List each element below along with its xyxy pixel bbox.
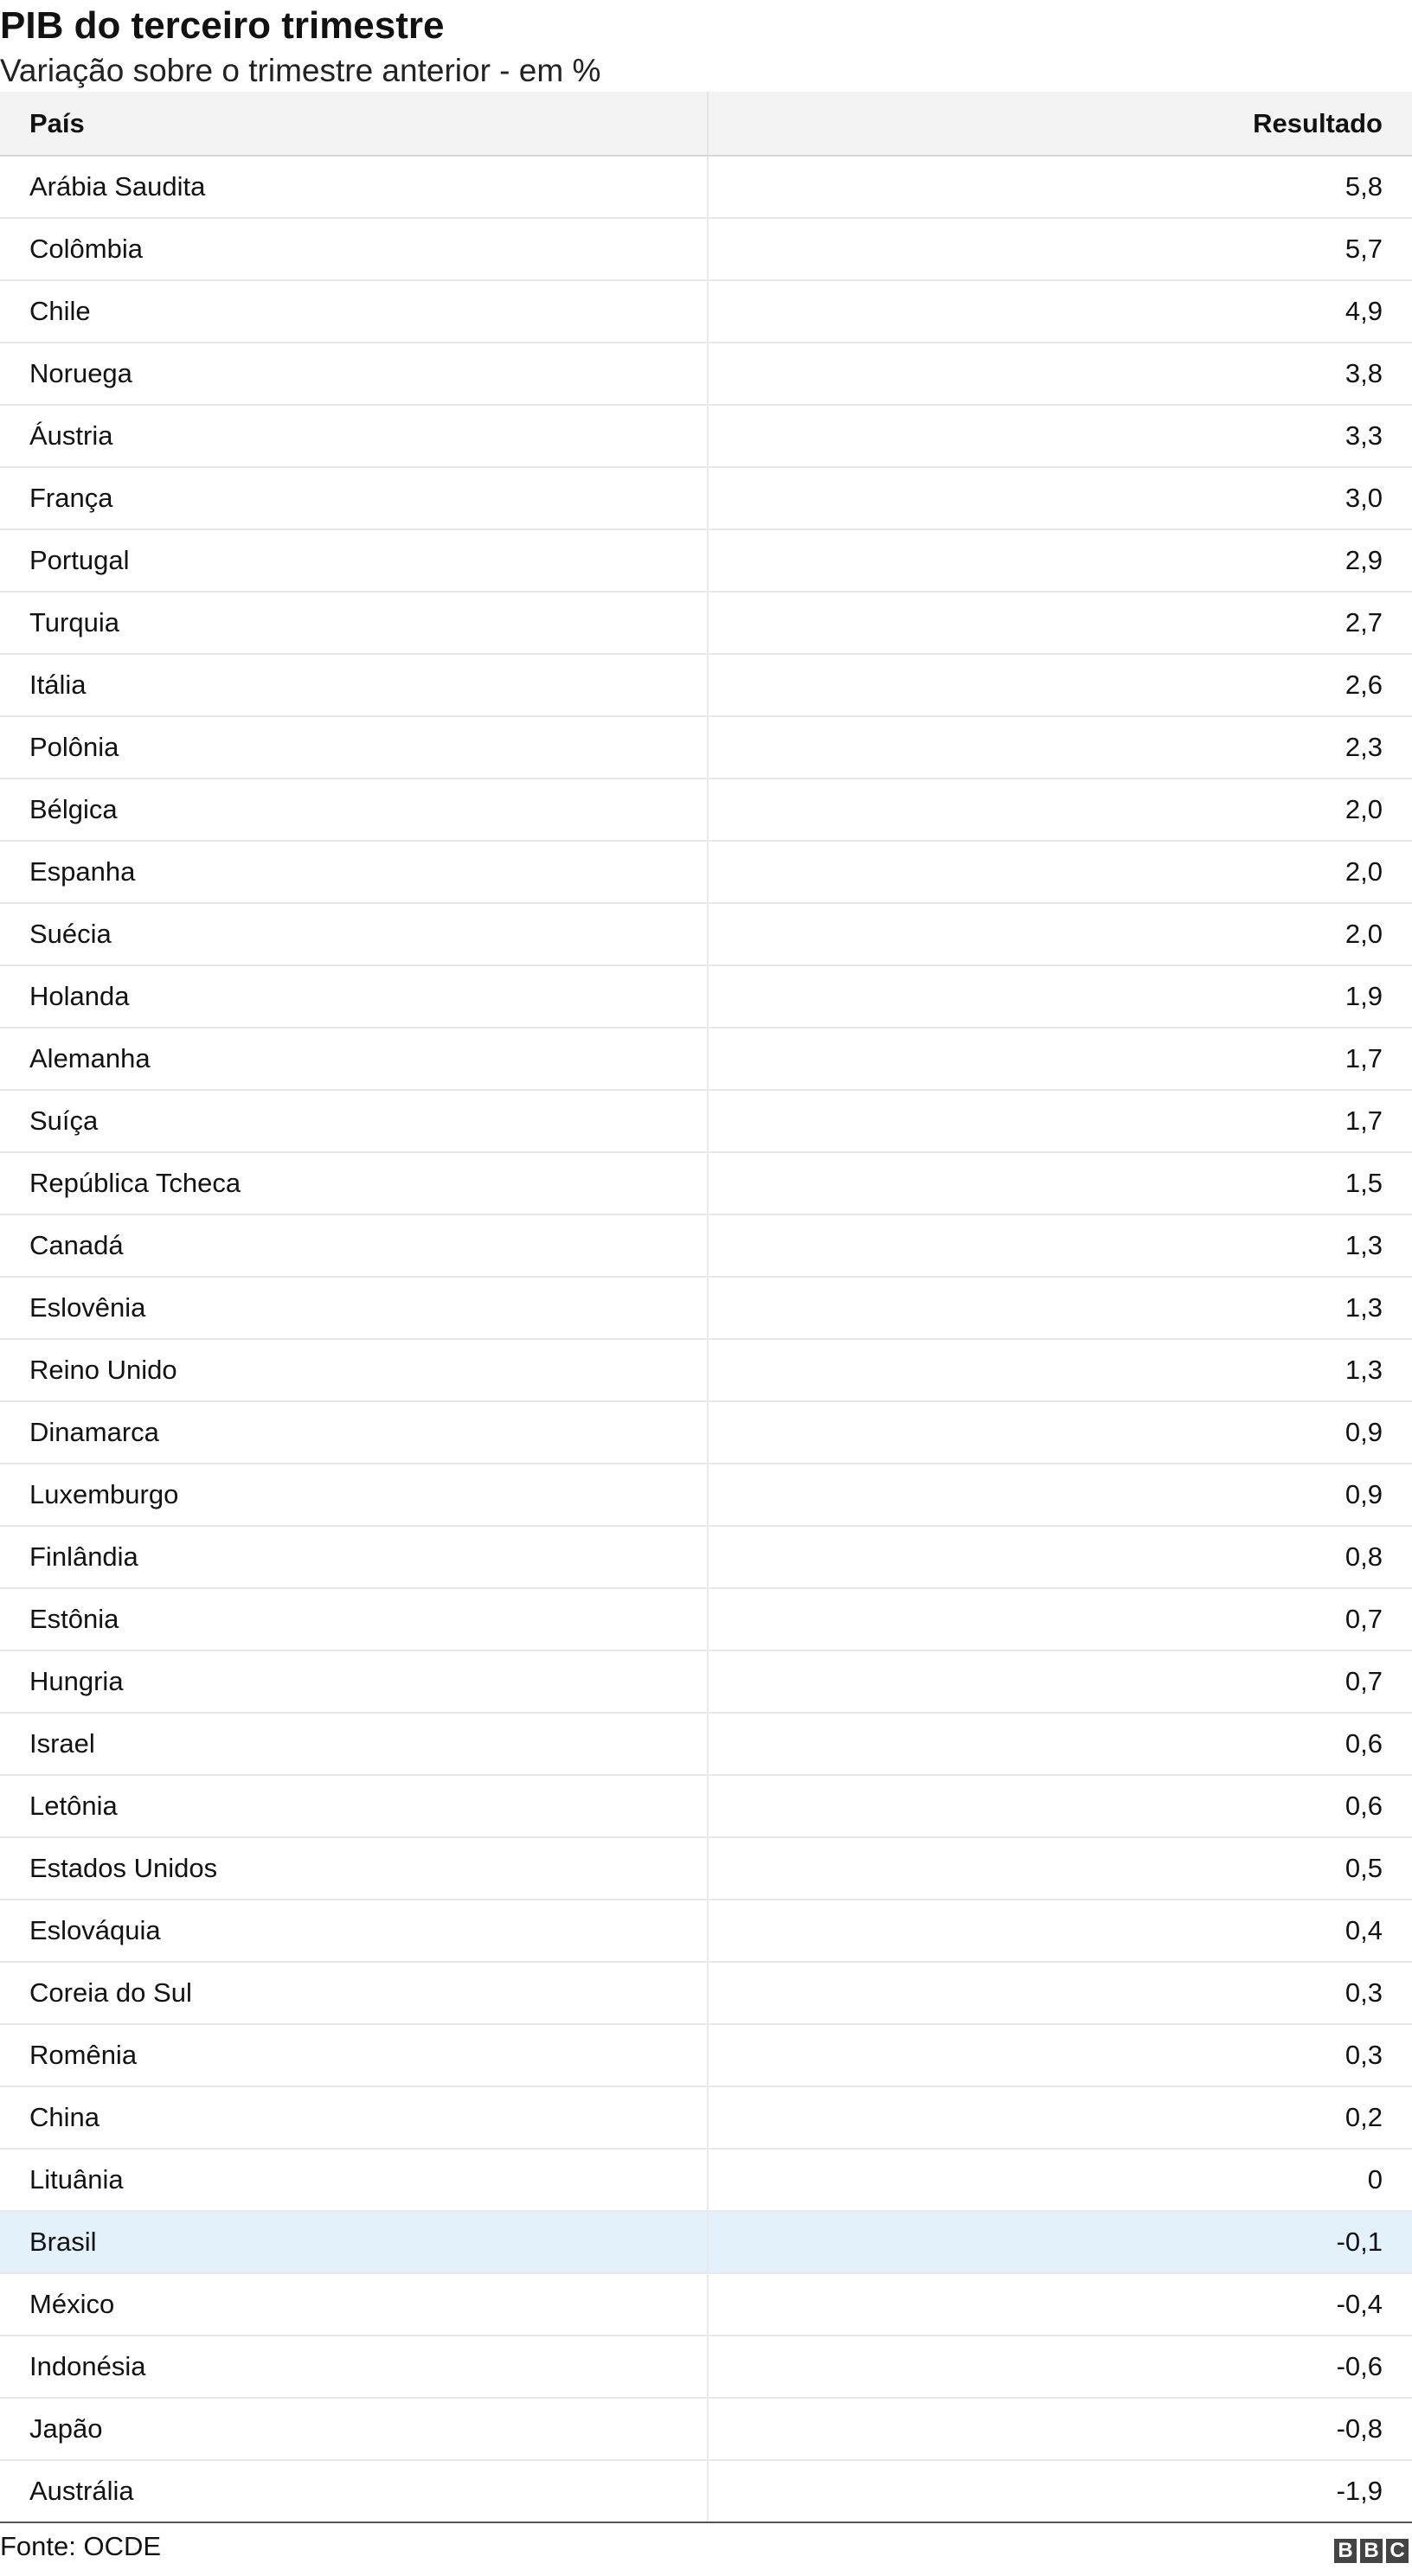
country-cell: Hungria [0,1650,708,1713]
table-row [0,1028,1412,1090]
result-cell: 0,2 [708,2086,1412,2149]
table-row [0,2460,1412,2522]
table-row [0,1090,1412,1152]
result-cell: 0,9 [708,1401,1412,1464]
result-cell: 0,6 [708,1775,1412,1837]
country-cell: Reino Unido [0,1339,708,1401]
chart-title: PIB do terceiro trimestre [0,4,445,47]
country-cell: Letônia [0,1775,708,1837]
result-cell: 0,5 [708,1837,1412,1900]
country-cell: Austrália [0,2460,708,2522]
table-row [0,529,1412,592]
logo-letter-c: C [1386,2539,1409,2563]
country-cell: Espanha [0,841,708,903]
result-cell: 1,5 [708,1152,1412,1214]
table-row [0,2398,1412,2460]
result-cell: 1,3 [708,1277,1412,1339]
table-row [0,1650,1412,1713]
result-cell: -0,1 [708,2211,1412,2273]
table-row [0,2086,1412,2149]
result-cell: 4,9 [708,280,1412,343]
country-cell: Brasil [0,2211,708,2273]
result-cell: 0,9 [708,1464,1412,1526]
table-row [0,1775,1412,1837]
table-row [0,343,1412,405]
country-cell: Itália [0,654,708,716]
country-cell: Lituânia [0,2149,708,2211]
result-cell: 0 [708,2149,1412,2211]
table-row [0,716,1412,779]
country-cell: Suíça [0,1090,708,1152]
bbc-logo [1334,2539,1409,2563]
gdp-table [0,92,1412,2523]
country-cell: Romênia [0,2024,708,2086]
table-row [0,1464,1412,1526]
table-row [0,779,1412,841]
country-cell: Bélgica [0,779,708,841]
source-note: Fonte: OCDE [0,2531,162,2561]
result-cell: 2,0 [708,779,1412,841]
country-cell: Israel [0,1713,708,1775]
table-row [0,1152,1412,1214]
table-row [0,1837,1412,1900]
country-cell: Canadá [0,1214,708,1277]
country-cell: Luxemburgo [0,1464,708,1526]
country-cell: Finlândia [0,1526,708,1588]
table-row [0,1526,1412,1588]
table-row [0,1214,1412,1277]
table-row [0,218,1412,280]
result-cell: 0,3 [708,1962,1412,2024]
result-cell: 2,0 [708,841,1412,903]
result-cell: -1,9 [708,2460,1412,2522]
result-cell: 2,3 [708,716,1412,779]
table-row [0,903,1412,965]
country-cell: Indonésia [0,2336,708,2398]
result-cell: 1,3 [708,1339,1412,1401]
table-row [0,2211,1412,2273]
result-cell: -0,6 [708,2336,1412,2398]
country-cell: México [0,2273,708,2336]
table-row [0,2273,1412,2336]
country-cell: Noruega [0,343,708,405]
logo-letter-b2: B [1360,2539,1383,2563]
result-cell: 2,6 [708,654,1412,716]
column-header-country[interactable]: País [0,92,708,156]
result-cell: 0,8 [708,1526,1412,1588]
table-header-row [0,92,1412,156]
result-cell: 2,7 [708,592,1412,654]
result-cell: 0,3 [708,2024,1412,2086]
result-cell: 0,4 [708,1900,1412,1962]
result-cell: 5,8 [708,156,1412,218]
table-row [0,405,1412,467]
country-cell: Eslováquia [0,1900,708,1962]
table-row [0,592,1412,654]
table-row [0,2336,1412,2398]
country-cell: Turquia [0,592,708,654]
result-cell: 2,0 [708,903,1412,965]
result-cell: 1,7 [708,1028,1412,1090]
table-row [0,467,1412,529]
country-cell: Suécia [0,903,708,965]
table-row [0,1401,1412,1464]
result-cell: -0,4 [708,2273,1412,2336]
country-cell: Estônia [0,1588,708,1650]
result-cell: 3,0 [708,467,1412,529]
result-cell: 0,7 [708,1588,1412,1650]
country-cell: França [0,467,708,529]
country-cell: Holanda [0,965,708,1028]
country-cell: Arábia Saudita [0,156,708,218]
table-row [0,654,1412,716]
chart-subtitle: Variação sobre o trimestre anterior - em % [0,53,601,88]
table-row [0,1962,1412,2024]
table-row [0,965,1412,1028]
country-cell: Eslovênia [0,1277,708,1339]
table-row [0,1713,1412,1775]
table-row [0,1339,1412,1401]
country-cell: República Tcheca [0,1152,708,1214]
table-row [0,1277,1412,1339]
result-cell: 3,3 [708,405,1412,467]
table-row [0,280,1412,343]
result-cell: 1,7 [708,1090,1412,1152]
country-cell: Áustria [0,405,708,467]
result-cell: 0,6 [708,1713,1412,1775]
country-cell: Alemanha [0,1028,708,1090]
result-cell: 1,3 [708,1214,1412,1277]
country-cell: Colômbia [0,218,708,280]
country-cell: Estados Unidos [0,1837,708,1900]
country-cell: Dinamarca [0,1401,708,1464]
country-cell: Coreia do Sul [0,1962,708,2024]
table-row [0,841,1412,903]
result-cell: 3,8 [708,343,1412,405]
result-cell: 5,7 [708,218,1412,280]
table-row [0,1900,1412,1962]
country-cell: China [0,2086,708,2149]
table-row [0,2024,1412,2086]
table-row [0,1588,1412,1650]
table-row [0,156,1412,218]
column-header-result[interactable]: Resultado [708,92,1412,156]
result-cell: -0,8 [708,2398,1412,2460]
result-cell: 0,7 [708,1650,1412,1713]
country-cell: Japão [0,2398,708,2460]
result-cell: 2,9 [708,529,1412,592]
table-body [0,156,1412,2522]
country-cell: Polônia [0,716,708,779]
country-cell: Portugal [0,529,708,592]
result-cell: 1,9 [708,965,1412,1028]
country-cell: Chile [0,280,708,343]
logo-letter-b1: B [1334,2539,1357,2563]
table-row [0,2149,1412,2211]
